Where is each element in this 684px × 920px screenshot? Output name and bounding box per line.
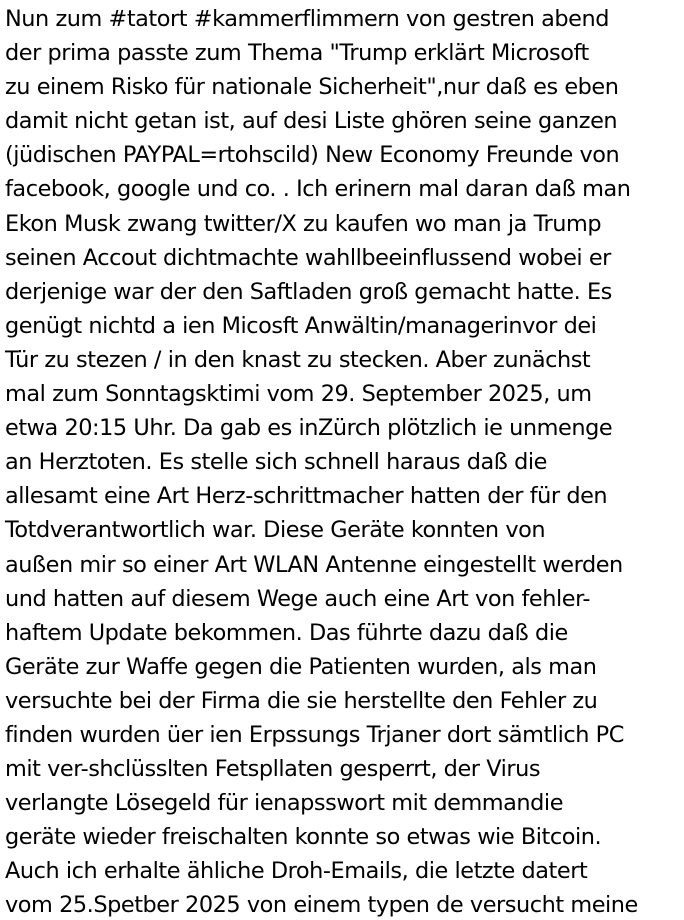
text-line: Auch ich erhalte ähliche Droh-Emails, die letzte datert [5, 858, 588, 885]
text-line: Nun zum #tatort #kammerflimmern von gestren abend [5, 6, 610, 32]
text-line: haftem Update bekommen. Das führte dazu daß die [5, 619, 568, 646]
text-line: damit nicht getan ist, auf desi Liste ghören seine ganzen [5, 108, 618, 135]
text-line: versuchte bei der Firma die sie herstellte den Fehler zu [5, 687, 598, 714]
text-line: und hatten auf diesem Wege auch eine Art von fehler- [5, 585, 591, 612]
text-line: allesamt eine Art Herz-schrittmacher hatten der für den [5, 483, 608, 510]
text-line: außen mir so einer Art WLAN Antenne eingestellt werden [5, 551, 623, 578]
text-line: Geräte zur Waffe gegen die Patienten wurden, als man [5, 653, 597, 680]
document-text [5, 2, 684, 920]
text-line: finden wurden üer ien Erpssungs Trjaner dort sämtlich PC [5, 721, 624, 748]
text-line: seinen Accout dichtmachte wahllbeeinflussend wobei er [5, 244, 611, 271]
text-line: an Herztoten. Es stelle sich schnell haraus daß die [5, 449, 547, 476]
text-line: geräte wieder freischalten konnte so etwas wie Bitcoin. [5, 824, 602, 851]
text-line: zu einem Risko für nationale Sicherheit",nur daß es eben [5, 74, 619, 101]
text-line: facebook, google und co. . Ich erinern mal daran daß man [5, 176, 631, 203]
text-line: mal zum Sonntagsktimi vom 29. September 2025, um [5, 381, 592, 408]
text-line: Totdverantwortlich war. Diese Geräte konnten von [5, 517, 546, 544]
text-line: genügt nichtd a ien Micosft Anwältin/managerinvor dei [5, 312, 597, 339]
text-line: verlangte Lösegeld für ienapsswort mit demmandie [5, 790, 564, 817]
text-line: etwa 20:15 Uhr. Da gab es inZürch plötzlich ie unmenge [5, 415, 613, 442]
text-line: der prima passte zum Thema "Trump erklärt Microsoft [5, 40, 589, 67]
text-line: derjenige war der den Saftladen groß gemacht hatte. Es [5, 278, 612, 305]
text-line: Tür zu stezen / in den knast zu stecken. Aber zunächst [5, 346, 591, 373]
text-line: (jüdischen PAYPAL=rtohscild) New Economy Freunde von [5, 142, 620, 169]
text-line: Ekon Musk zwang twitter/X zu kaufen wo man ja Trump [5, 210, 602, 237]
text-line: vom 25.Spetber 2025 von einem typen de versucht meine [5, 892, 638, 919]
text-line: mit ver-shclüsslten Fetspllaten gesperrt, der Virus [5, 756, 541, 783]
